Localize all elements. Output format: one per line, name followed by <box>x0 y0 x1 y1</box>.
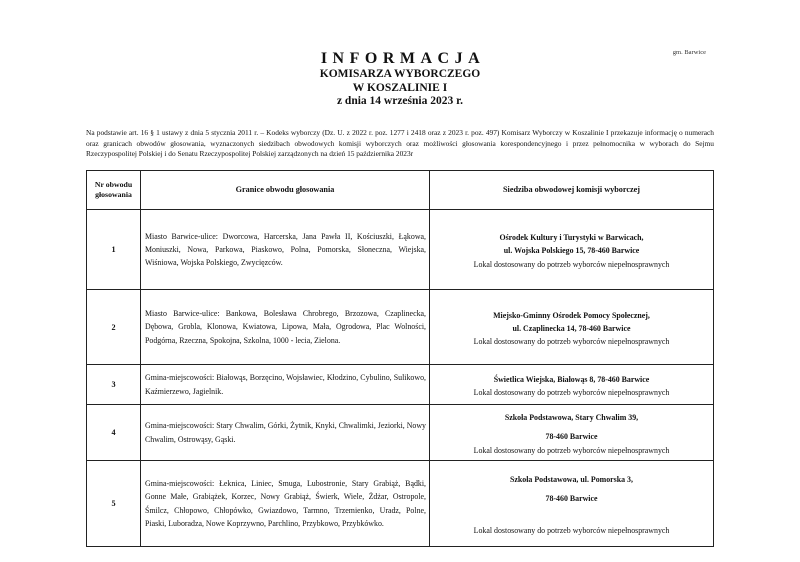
table-row <box>87 461 714 547</box>
districts-table <box>86 170 714 547</box>
seat-name: Miejsko-Gminny Ośrodek Pomocy Społecznej, <box>493 310 650 320</box>
table-row <box>87 210 714 290</box>
header-date: z dnia 14 września 2023 r. <box>336 95 464 107</box>
commission-seat <box>430 365 714 405</box>
commission-seat <box>430 290 714 365</box>
header-location: W KOSZALINIE I <box>352 81 448 94</box>
accessibility-note: Lokal dostosowany do potrzeb wyborców niepełnosprawnych <box>473 525 670 535</box>
intro-paragraph: Na podstawie art. 16 § 1 ustawy z dnia 5 stycznia 2011 r. – Kodeks wyborczy (Dz. U. z 2022 r. poz. 1277 i 2418 oraz z 2023 r. poz. 497) Komisarz Wyborczy w Koszalinie I przekazuje informację o numerach oraz granicach obwodów głosowania, wyznaczonych siedzibach obwodowych komisji wyborczych oraz możliwości głosowania korespondencyjnego i przez pełnomocnika w wyborach do Sejmu Rzeczypospolitej Polskiej i do Senatu Rzeczypospolitej Polskiej zarządzonych na dzień 15 października 2023r <box>86 128 714 159</box>
district-boundaries: Miasto Barwice-ulice: Dworcowa, Harcerska, Jana Pawła II, Kościuszki, Łąkowa, Moniuszki, Nowa, Parkowa, Piaskowo, Polna, Pomorska, Słoneczna, Wiejska, Wiśniowa, Wojska Polskiego, Zwycięzców. <box>141 210 430 290</box>
header-nr-line2: głosowania <box>95 190 132 199</box>
header-nr <box>87 171 141 210</box>
district-boundaries: Gmina-miejscowości: Stary Chwalim, Górki, Żytnik, Knyki, Chwalimki, Jeziorki, Nowy Chwalim, Ostrowąsy, Gąski. <box>141 405 430 461</box>
accessibility-note: Lokal dostosowany do potrzeb wyborców niepełnosprawnych <box>473 337 670 347</box>
header-nr-line1: Nr obwodu <box>94 180 133 189</box>
table-row <box>87 365 714 405</box>
commission-seat <box>430 461 714 547</box>
seat-name: Świetlica Wiejska, Białowąs 8, 78-460 Barwice <box>493 374 650 384</box>
table-header-row <box>87 171 714 210</box>
seat-address: 78-460 Barwice <box>545 494 598 504</box>
seat-address: 78-460 Barwice <box>545 432 598 442</box>
district-number: 4 <box>87 405 141 461</box>
document-title: INFORMACJA <box>320 50 486 67</box>
district-number: 2 <box>87 290 141 365</box>
district-boundaries: Miasto Barwice-ulice: Bankowa, Bolesława Chrobrego, Brzozowa, Czaplinecka, Dębowa, Grobla, Klonowa, Kwiatowa, Lipowa, Mała, Ogrodowa, Plac Wolności, Podgórna, Rzeczna, Spokojna, Szkolna, 1000 - lecia, Zielona. <box>141 290 430 365</box>
accessibility-note: Lokal dostosowany do potrzeb wyborców niepełnosprawnych <box>473 259 670 269</box>
table-row <box>87 405 714 461</box>
seat-address: ul. Wojska Polskiego 15, 78-460 Barwice <box>503 246 640 256</box>
district-number: 3 <box>87 365 141 405</box>
commission-seat <box>430 210 714 290</box>
seat-name: Ośrodek Kultury i Turystyki w Barwicach, <box>499 233 644 243</box>
district-boundaries: Gmina-miejscowości: Łeknica, Liniec, Smuga, Lubostronie, Stary Grabiąż, Bądki, Gonne Małe, Grabiążek, Korzec, Nowy Grabiąż, Świerk, Wiele, Żdżar, Ostropole, Śmilcz, Chłopowo, Chłopówko, Gwiazdowo, Tarmno, Trzemienko, Uradz, Polne, Piaski, Luboradza, Nowe Koprzywno, Parchlino, Przybkowo, Przybkówko. <box>141 461 430 547</box>
accessibility-note: Lokal dostosowany do potrzeb wyborców niepełnosprawnych <box>473 388 670 397</box>
header-siedziba: Siedziba obwodowej komisji wyborczej <box>430 171 714 210</box>
seat-address: ul. Czaplinecka 14, 78-460 Barwice <box>512 323 631 333</box>
accessibility-note: Lokal dostosowany do potrzeb wyborców niepełnosprawnych <box>473 445 670 455</box>
district-number: 5 <box>87 461 141 547</box>
commission-seat <box>430 405 714 461</box>
seat-name: Szkoła Podstawowa, Stary Chwalim 39, <box>504 413 639 423</box>
district-boundaries: Gmina-miejscowości: Białowąs, Borzęcino, Wojsławiec, Kłodzino, Cybulino, Sulikowo, Kaźmierzewo, Jagielnik. <box>141 365 430 405</box>
seat-name: Szkoła Podstawowa, ul. Pomorska 3, <box>510 475 633 485</box>
district-number: 1 <box>87 210 141 290</box>
municipality-note: gm. Barwice <box>672 49 706 56</box>
document-header <box>0 50 800 109</box>
header-granice: Granice obwodu głosowania <box>141 171 430 210</box>
table-row <box>87 290 714 365</box>
header-commissioner: KOMISARZA WYBORCZEGO <box>319 68 481 80</box>
